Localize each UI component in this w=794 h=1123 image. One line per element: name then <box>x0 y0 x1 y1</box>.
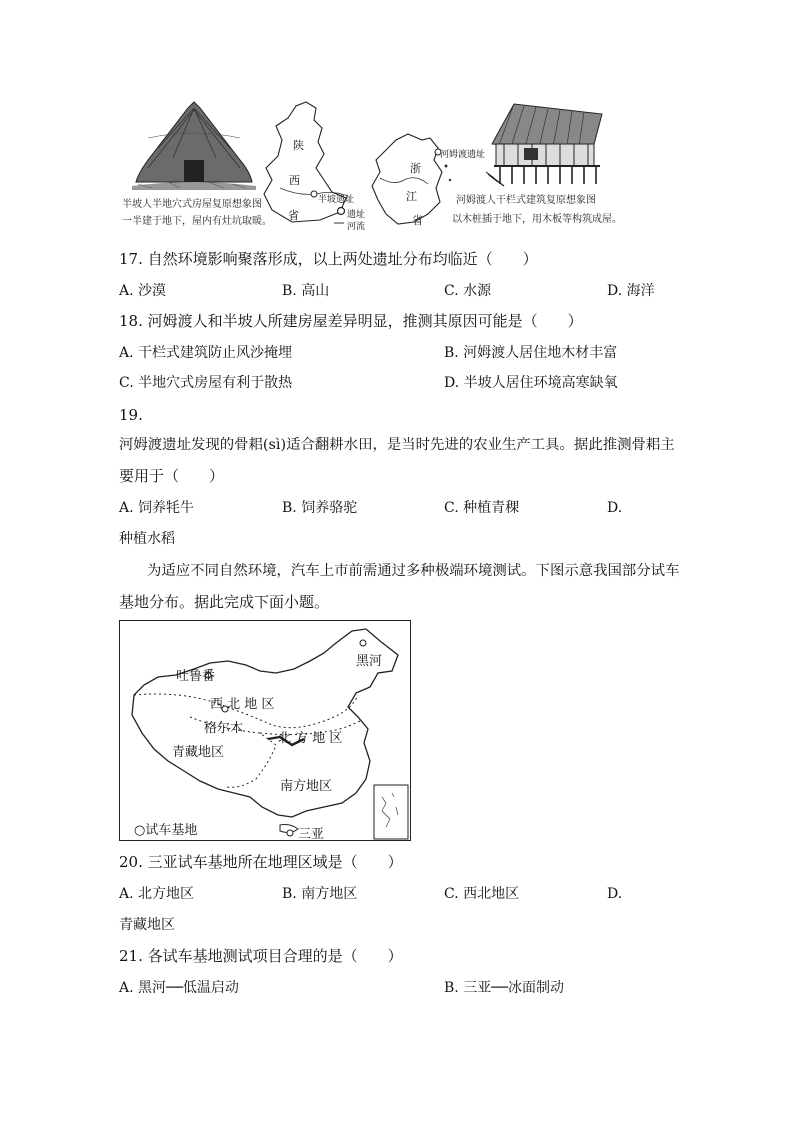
hemudu-stilt-house-illustration <box>474 100 608 190</box>
banpo-site-label: 半坡遗址 <box>318 195 355 205</box>
place-turpan: 吐鲁番 <box>176 669 216 684</box>
region-qingzang: 青藏地区 <box>172 745 225 760</box>
q19-option-d[interactable]: D. <box>607 500 623 516</box>
q17-option-d[interactable]: D. 海洋 <box>607 283 655 299</box>
q21-option-a[interactable]: A. 黑河──低温启动 <box>119 980 239 996</box>
legend-river-label: 河流 <box>347 222 366 232</box>
intro-line-2: 基地分布。据此完成下面小题。 <box>119 593 330 611</box>
q21-option-b[interactable]: B. 三亚──冰面制动 <box>444 980 565 996</box>
q20-option-d[interactable]: D. <box>607 886 623 902</box>
question-19-stem-line2: 要用于（ ） <box>119 467 225 485</box>
q20-option-b[interactable]: B. 南方地区 <box>282 886 358 902</box>
region-north: 北 方 地 区 <box>278 731 343 746</box>
shaanxi-char-3: 省 <box>288 209 299 222</box>
zhejiang-char-2: 江 <box>406 190 417 203</box>
region-south: 南方地区 <box>280 779 333 794</box>
hut-caption: 半坡人半地穴式房屋复原想象图 <box>122 199 262 210</box>
q19-option-d-text[interactable]: 种植水稻 <box>119 531 175 547</box>
question-20-stem: 20. 三亚试车基地所在地理区域是（ ） <box>119 853 403 871</box>
q17-option-b[interactable]: B. 高山 <box>282 283 330 299</box>
question-21-stem: 21. 各试车基地测试项目合理的是（ ） <box>119 947 403 965</box>
legend-test-base-label: 试车基地 <box>145 823 198 838</box>
legend-site-label: 遗址 <box>347 210 366 220</box>
q20-option-a[interactable]: A. 北方地区 <box>119 886 195 902</box>
q19-option-c[interactable]: C. 种植青稞 <box>444 500 520 516</box>
legend-circle-icon: ○ <box>134 823 146 838</box>
question-19-stem-line1: 河姆渡遗址发现的骨耜(sì)适合翻耕水田，是当时先进的农业生产工具。据此推测骨耜主 <box>119 437 675 453</box>
question-18-stem: 18. 河姆渡人和半坡人所建房屋差异明显，推测其原因可能是（ ） <box>119 312 583 330</box>
shaanxi-char-2: 西 <box>289 174 300 187</box>
map-legend <box>134 819 197 838</box>
china-test-base-map <box>119 620 411 841</box>
place-sanya: 三亚 <box>298 827 325 842</box>
stilt-description: 以木桩插于地下，用木板等构筑成屋。 <box>452 214 622 225</box>
stilt-caption: 河姆渡人干栏式建筑复原想象图 <box>456 195 596 206</box>
q18-option-d[interactable]: D. 半坡人居住环境高寒缺氧 <box>444 375 618 391</box>
place-golmud: 格尔木 <box>204 721 244 736</box>
q17-option-c[interactable]: C. 水源 <box>444 283 492 299</box>
zhejiang-char-3: 省 <box>412 214 423 227</box>
intro-line-1: 为适应不同自然环境，汽车上市前需通过多种极端环境测试。下图示意我国部分试车 <box>147 563 680 579</box>
q18-option-c[interactable]: C. 半地穴式房屋有利于散热 <box>119 375 293 391</box>
q19-option-b[interactable]: B. 饲养骆驼 <box>282 500 358 516</box>
hemudu-site-label: 河姆渡遗址 <box>440 150 486 160</box>
q20-option-d-text[interactable]: 青藏地区 <box>119 917 175 933</box>
hut-description: 一半建于地下，屋内有灶坑取暖。 <box>122 216 272 227</box>
shaanxi-char-1: 陕 <box>293 139 304 152</box>
q20-option-c[interactable]: C. 西北地区 <box>444 886 520 902</box>
q18-option-b[interactable]: B. 河姆渡人居住地木材丰富 <box>444 345 618 361</box>
question-17-stem: 17. 自然环境影响聚落形成，以上两处遗址分布均临近（ ） <box>119 250 538 268</box>
q18-option-a[interactable]: A. 干栏式建筑防止风沙掩埋 <box>119 345 293 361</box>
place-heihe: 黑河 <box>356 654 383 669</box>
q17-option-a[interactable]: A. 沙漠 <box>119 283 167 299</box>
question-19-number: 19. <box>119 406 143 424</box>
banpo-hut-illustration <box>128 98 260 196</box>
q19-option-a[interactable]: A. 饲养牦牛 <box>119 500 195 516</box>
zhejiang-char-1: 浙 <box>410 162 421 175</box>
region-northwest: 西 北 地 区 <box>210 697 275 712</box>
